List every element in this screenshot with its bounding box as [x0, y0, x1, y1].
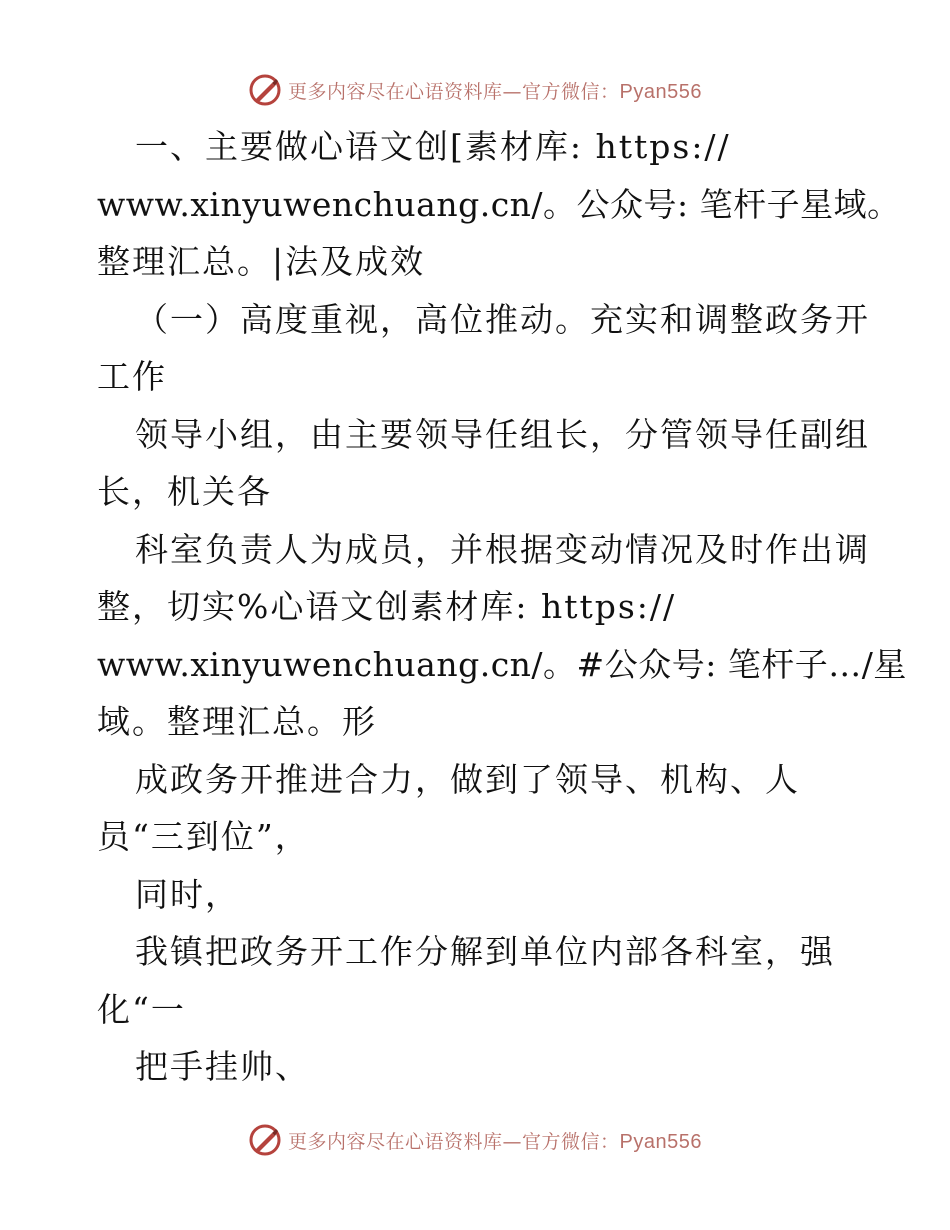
- body-line: 域。整理汇总。形: [97, 702, 377, 741]
- pen-circle-logo-icon: [248, 1123, 282, 1157]
- body-line: （一）高度重视，高位推动。充实和调整政务开: [135, 299, 870, 339]
- pen-circle-logo-icon: [248, 73, 282, 107]
- header-wechat-id: Pyan556: [619, 80, 702, 103]
- body-line: 科室负责人为成员，并根据变动情况及时作出调: [135, 529, 870, 569]
- body-line: www.xinyuwenchuang.cn/。公众号: 笔杆子星域。: [97, 184, 901, 224]
- header-banner-text: [288, 77, 702, 104]
- document-body: [97, 118, 907, 1096]
- body-line: 整，切实%心语文创素材库: https://: [97, 587, 677, 626]
- body-line: 员“三到位”，: [97, 817, 310, 856]
- body-line: 领导小组，由主要领导任组长，分管领导任副组: [135, 414, 870, 454]
- body-line: 成政务开推进合力，做到了领导、机构、人: [135, 759, 800, 799]
- footer-banner-text: [288, 1127, 702, 1154]
- footer-banner-label: 更多内容尽在心语资料库—官方微信：: [288, 1130, 620, 1153]
- body-line: 我镇把政务开工作分解到单位内部各科室，强: [135, 932, 835, 971]
- body-line: 工作: [97, 357, 167, 396]
- body-line: 同时，: [135, 874, 240, 914]
- footer-banner: [0, 1120, 950, 1160]
- header-banner: [0, 70, 950, 110]
- header-banner-label: 更多内容尽在心语资料库—官方微信：: [288, 80, 620, 103]
- footer-wechat-id: Pyan556: [619, 1130, 702, 1153]
- body-line: 长，机关各: [97, 472, 272, 511]
- body-line: 整理汇总。|法及成效: [97, 242, 426, 281]
- body-line: 把手挂帅、: [135, 1047, 310, 1086]
- body-line: 一、主要做心语文创[素材库: https://: [135, 127, 731, 166]
- body-line: 化“一: [97, 989, 186, 1029]
- body-line: www.xinyuwenchuang.cn/。#公众号: 笔杆子…/星: [97, 644, 907, 684]
